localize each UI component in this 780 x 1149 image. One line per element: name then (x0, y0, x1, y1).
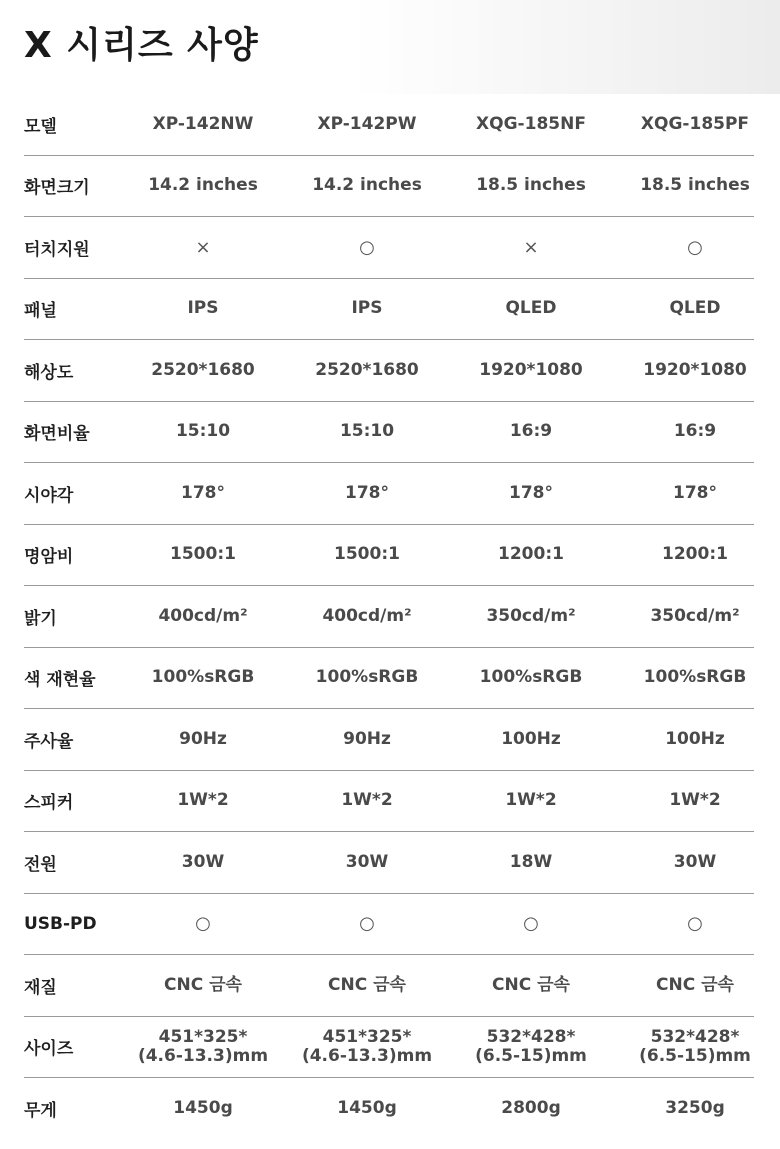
spec-cell: 2520*1680 (151, 359, 255, 380)
row-label: 주사율 (24, 731, 74, 752)
spec-cell: 178° (509, 482, 553, 503)
spec-cell: 1200:1 (662, 544, 728, 565)
spec-row-power (24, 832, 754, 894)
spec-cell: 1920*1080 (643, 359, 747, 380)
row-label: 터치지원 (24, 239, 90, 260)
spec-cell: 18W (509, 851, 553, 872)
spec-cell: CNC 금속 (656, 974, 734, 995)
row-label: 모델 (24, 116, 57, 137)
spec-cell: 400cd/m² (158, 605, 248, 626)
spec-cell: 14.2 inches (312, 175, 422, 196)
spec-cell: QLED (505, 298, 557, 319)
spec-row-usb-pd (24, 894, 754, 956)
spec-row-dimensions (24, 1017, 754, 1079)
row-label: 재질 (24, 977, 57, 998)
circle-icon: ○ (523, 913, 539, 935)
row-label: 색 재현율 (24, 670, 96, 691)
circle-icon: ○ (195, 913, 211, 935)
row-label: 스피커 (24, 793, 74, 814)
spec-cell: CNC 금속 (164, 974, 242, 995)
spec-row-screen-size (24, 156, 754, 218)
spec-cell: 100%sRGB (315, 667, 419, 688)
header-banner (0, 0, 780, 94)
spec-cell: 350cd/m² (650, 605, 740, 626)
spec-row-contrast (24, 525, 754, 587)
spec-cell: 532*428* (6.5-15)mm (475, 1026, 587, 1066)
spec-cell: 3250g (665, 1097, 725, 1118)
row-label: 패널 (24, 301, 57, 322)
spec-cell: 100%sRGB (643, 667, 747, 688)
spec-cell: 16:9 (509, 421, 553, 442)
spec-cell: 2520*1680 (315, 359, 419, 380)
spec-cell: 178° (673, 482, 717, 503)
spec-cell: 15:10 (175, 421, 231, 442)
row-label: USB-PD (24, 913, 97, 934)
spec-row-material (24, 955, 754, 1017)
spec-cell: 16:9 (673, 421, 717, 442)
spec-cell: 18.5 inches (640, 175, 750, 196)
spec-cell: 178° (181, 482, 225, 503)
spec-cell: CNC 금속 (328, 974, 406, 995)
row-label: 해상도 (24, 362, 74, 383)
spec-cell: 30W (181, 851, 225, 872)
spec-row-resolution (24, 340, 754, 402)
row-label: 화면비율 (24, 424, 90, 445)
spec-row-speaker (24, 771, 754, 833)
spec-row-model (24, 94, 754, 156)
page-title: X 시리즈 사양 (24, 25, 259, 66)
row-label: 밝기 (24, 608, 57, 629)
spec-row-aspect-ratio (24, 402, 754, 464)
cross-icon: × (523, 236, 539, 258)
spec-cell: 2800g (501, 1097, 561, 1118)
spec-cell: 1920*1080 (479, 359, 583, 380)
spec-row-viewing-angle (24, 463, 754, 525)
circle-icon: ○ (359, 913, 375, 935)
circle-icon: ○ (687, 236, 703, 258)
spec-cell: 1W*2 (341, 790, 393, 811)
spec-row-refresh-rate (24, 709, 754, 771)
row-label: 사이즈 (24, 1039, 74, 1060)
spec-cell: 90Hz (179, 728, 227, 749)
spec-cell: CNC 금속 (492, 974, 570, 995)
row-label: 전원 (24, 854, 57, 875)
row-label: 무게 (24, 1100, 57, 1121)
spec-table (24, 94, 754, 1139)
spec-cell: 30W (345, 851, 389, 872)
spec-cell: 1500:1 (170, 544, 236, 565)
spec-cell: XP-142NW (152, 113, 254, 134)
spec-cell: 15:10 (339, 421, 395, 442)
spec-cell: 1W*2 (669, 790, 721, 811)
spec-row-weight (24, 1078, 754, 1139)
spec-cell: 18.5 inches (476, 175, 586, 196)
spec-cell: 90Hz (343, 728, 391, 749)
circle-icon: ○ (687, 913, 703, 935)
spec-cell: XQG-185NF (476, 113, 586, 134)
spec-row-touch (24, 217, 754, 279)
row-label: 명암비 (24, 547, 74, 568)
spec-cell: 1W*2 (505, 790, 557, 811)
spec-cell: 100Hz (665, 728, 725, 749)
spec-cell: 1200:1 (498, 544, 564, 565)
spec-cell: 350cd/m² (486, 605, 576, 626)
spec-cell: 100Hz (501, 728, 561, 749)
spec-cell: 100%sRGB (479, 667, 583, 688)
spec-cell: XP-142PW (317, 113, 417, 134)
row-label: 화면크기 (24, 178, 90, 199)
spec-cell: IPS (187, 298, 219, 319)
row-label: 시야각 (24, 485, 74, 506)
spec-cell: 178° (345, 482, 389, 503)
spec-cell: 1450g (337, 1097, 397, 1118)
spec-cell: 451*325* (4.6-13.3)mm (301, 1026, 433, 1066)
spec-row-panel (24, 279, 754, 341)
spec-cell: 1450g (173, 1097, 233, 1118)
spec-row-color-gamut (24, 648, 754, 710)
spec-cell: IPS (351, 298, 383, 319)
spec-row-brightness (24, 586, 754, 648)
cross-icon: × (195, 236, 211, 258)
spec-cell: 14.2 inches (148, 175, 258, 196)
spec-cell: 451*325* (4.6-13.3)mm (137, 1026, 269, 1066)
spec-cell: 400cd/m² (322, 605, 412, 626)
circle-icon: ○ (359, 236, 375, 258)
spec-cell: 532*428* (6.5-15)mm (639, 1026, 751, 1066)
spec-cell: 30W (673, 851, 717, 872)
spec-cell: QLED (669, 298, 721, 319)
spec-cell: 1500:1 (334, 544, 400, 565)
spec-cell: XQG-185PF (640, 113, 750, 134)
spec-cell: 100%sRGB (151, 667, 255, 688)
spec-cell: 1W*2 (177, 790, 229, 811)
